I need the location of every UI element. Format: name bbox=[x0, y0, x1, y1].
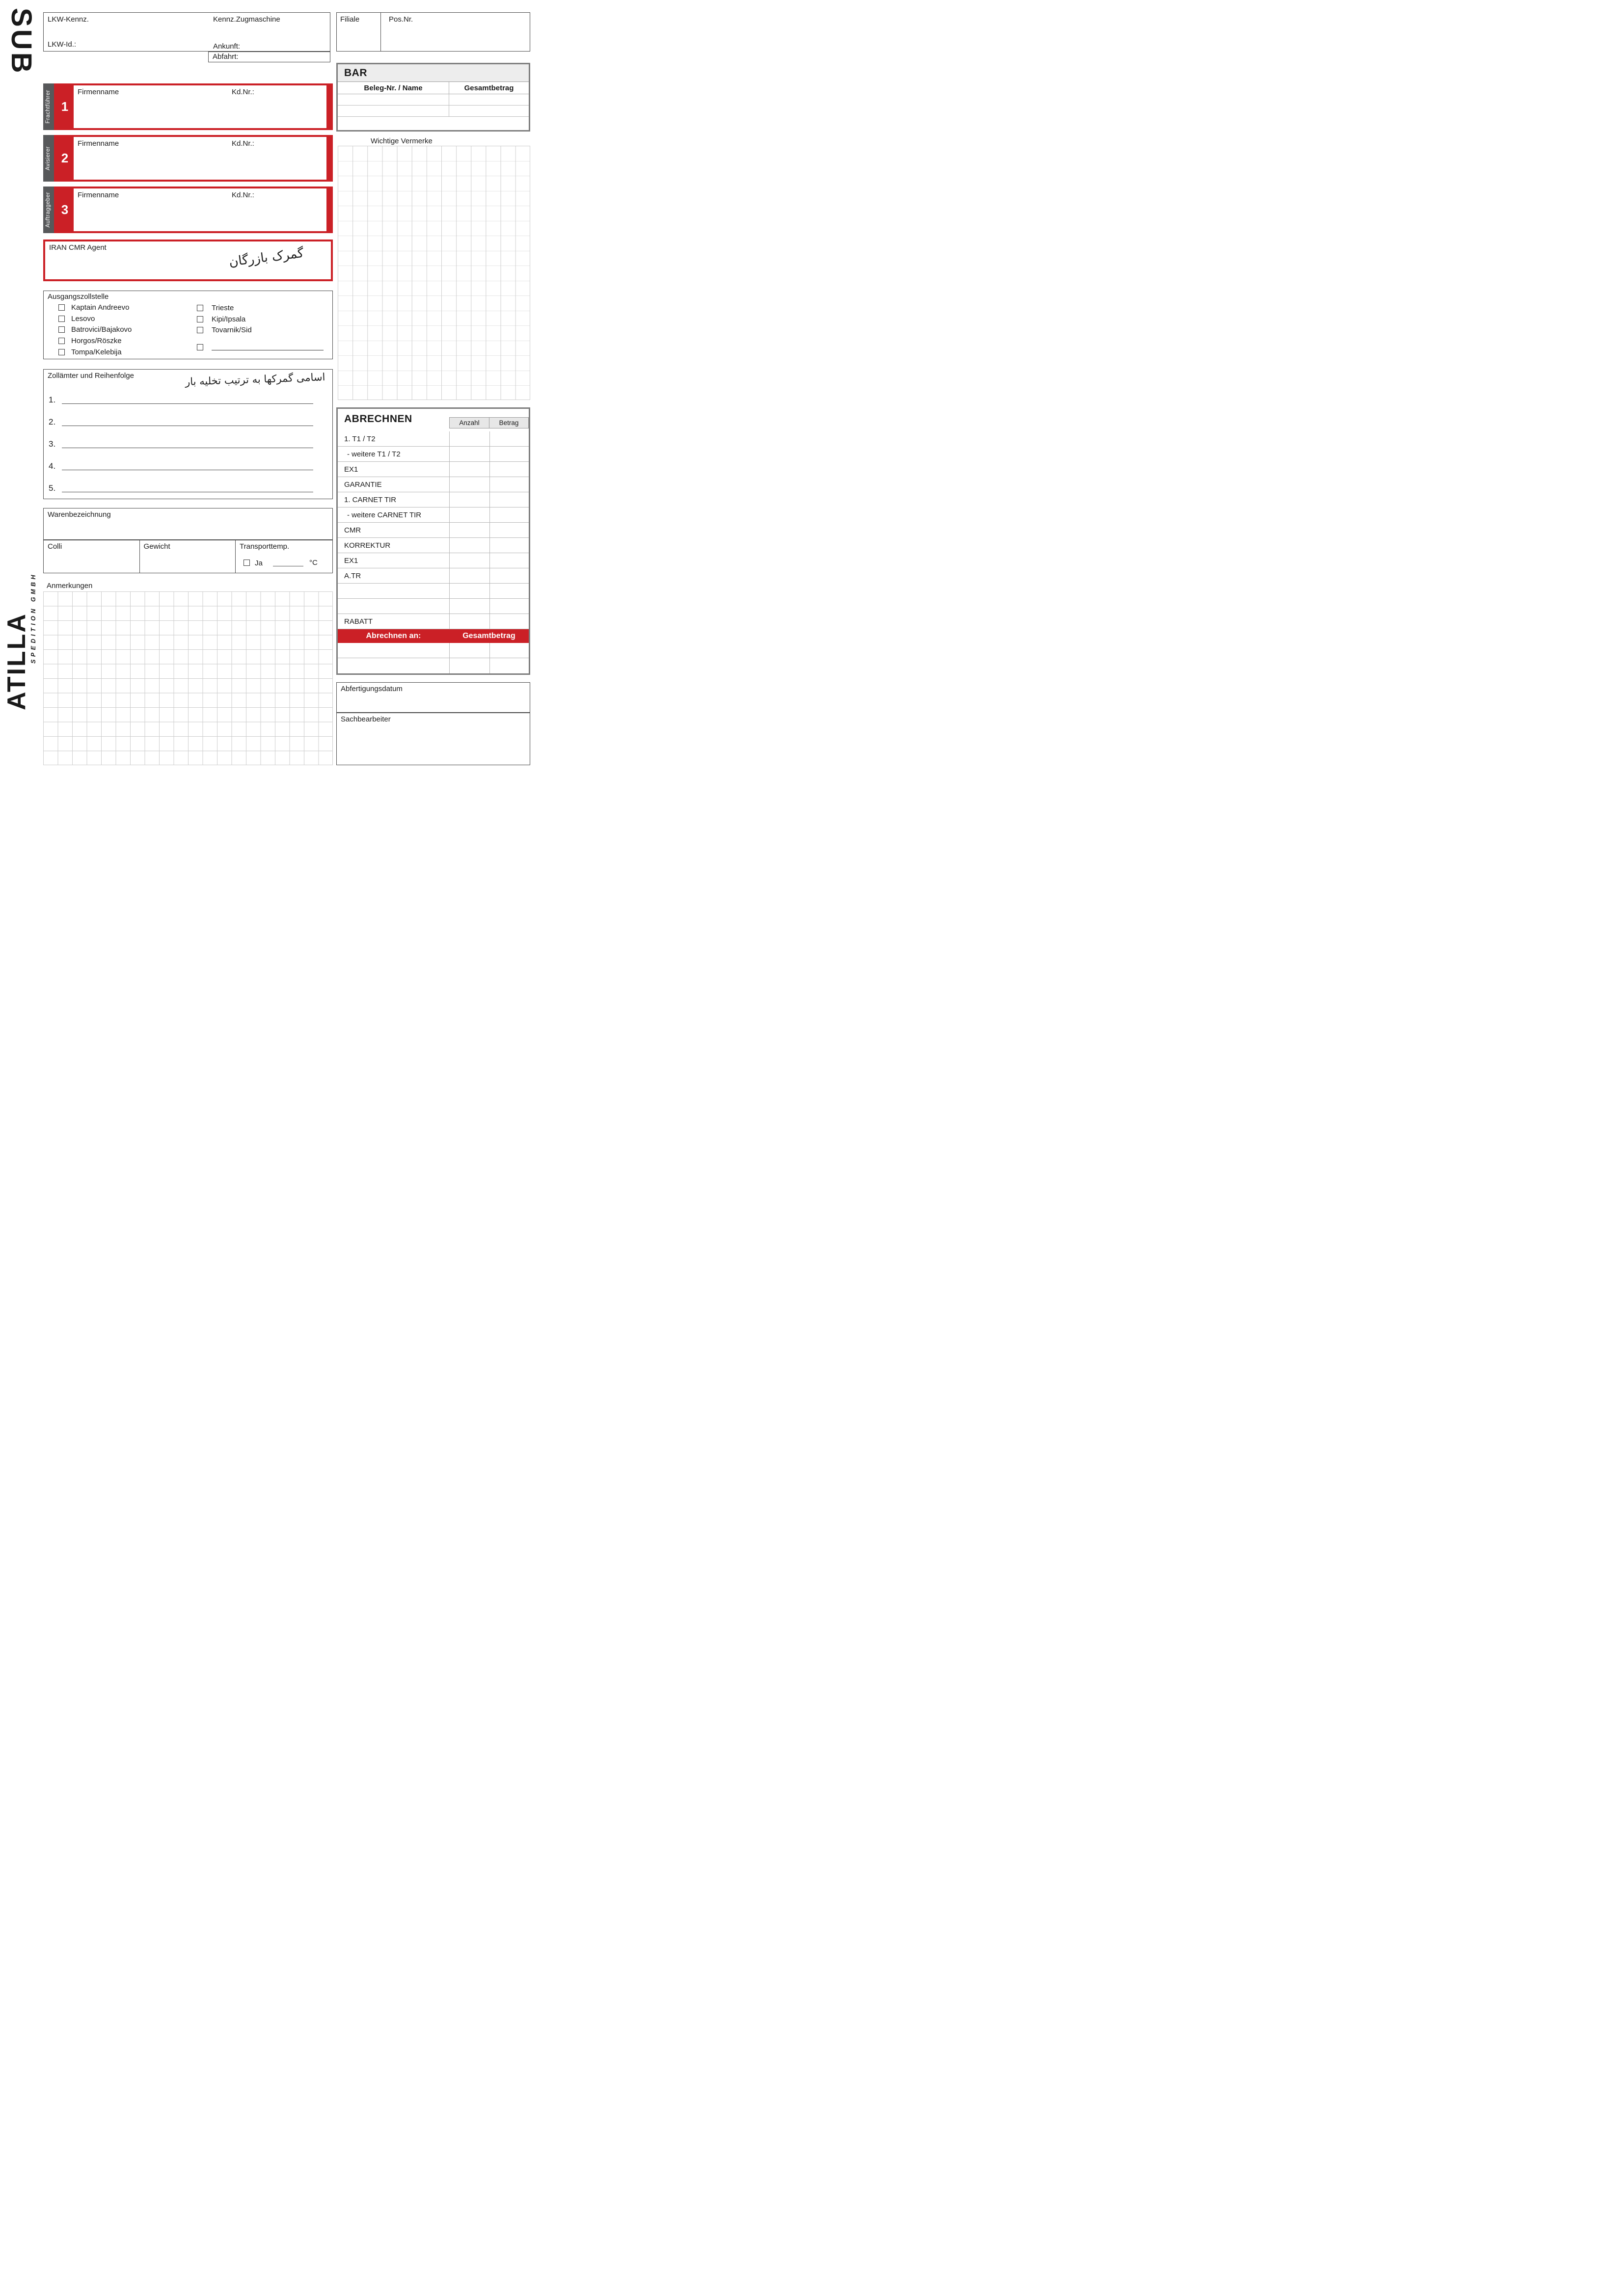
filiale-box[interactable] bbox=[336, 12, 381, 52]
gewicht-box[interactable] bbox=[139, 540, 236, 573]
zollaemter-handwriting: اسامی گمرکها به ترتیب تخلیه بار bbox=[185, 371, 325, 388]
batrovici-bajakovo-label: Batrovici/Bajakovo bbox=[71, 325, 132, 334]
row-label: EX1 bbox=[344, 465, 358, 474]
bar-section bbox=[336, 63, 530, 132]
spedition-gmbh-logo bbox=[30, 538, 37, 664]
abrechnen-row-ex1-2 bbox=[338, 553, 529, 568]
abrechnen-an-label: Abrechnen an: bbox=[366, 632, 421, 640]
betrag-cell[interactable] bbox=[489, 658, 529, 673]
row-label: GARANTIE bbox=[344, 480, 382, 489]
party-1-number: 1 bbox=[56, 85, 74, 128]
transporttemp-box bbox=[235, 540, 333, 573]
zollaemter-line-1[interactable] bbox=[62, 393, 313, 404]
row-label: A.TR bbox=[344, 571, 361, 580]
zollaemter-line-5[interactable] bbox=[62, 481, 313, 492]
gewicht-label: Gewicht bbox=[143, 542, 170, 551]
party-2-avisierer bbox=[43, 135, 333, 182]
iran-cmr-handwriting: گمرک بازرگان bbox=[228, 245, 305, 270]
checkbox-horgos-roeszke[interactable] bbox=[58, 338, 65, 344]
sachbearbeiter-box[interactable] bbox=[336, 713, 530, 765]
abfahrt-box[interactable] bbox=[208, 52, 330, 62]
transporttemp-ja-checkbox[interactable] bbox=[244, 560, 250, 566]
party-2-firmenname-field[interactable] bbox=[74, 137, 326, 180]
zollaemter-number-4: 4. bbox=[49, 461, 56, 471]
abrechnen-row-t1t2 bbox=[338, 431, 529, 447]
bar-header bbox=[338, 64, 529, 82]
abfahrt-label: Abfahrt: bbox=[213, 53, 239, 61]
colli-label: Colli bbox=[48, 542, 62, 551]
zollaemter-number-5: 5. bbox=[49, 483, 56, 493]
row-label: 1. CARNET TIR bbox=[344, 495, 397, 504]
party-1-kdnr-label: Kd.Nr.: bbox=[232, 88, 254, 96]
party-3-firmenname-label: Firmenname bbox=[78, 191, 119, 199]
betrag-cell[interactable] bbox=[489, 553, 529, 568]
checkbox-tovarnik-sid[interactable] bbox=[197, 327, 203, 333]
anzahl-cell[interactable] bbox=[449, 658, 489, 673]
horgos-roeszke-label: Horgos/Röszke bbox=[71, 337, 122, 345]
anzahl-cell[interactable] bbox=[449, 568, 489, 583]
party-2-number: 2 bbox=[56, 137, 74, 180]
party-2-red-strip bbox=[326, 137, 331, 180]
row-label: EX1 bbox=[344, 556, 358, 565]
betrag-cell[interactable] bbox=[489, 643, 529, 658]
anzahl-header: Anzahl bbox=[449, 417, 489, 428]
abrechnen-total-bar bbox=[338, 629, 529, 643]
party-3-number: 3 bbox=[56, 188, 74, 231]
anmerkungen-grid[interactable] bbox=[43, 591, 333, 765]
zollaemter-line-2[interactable] bbox=[62, 415, 313, 426]
abrechnen-row-carnet-tir bbox=[338, 492, 529, 507]
zollaemter-label: Zollämter und Reihenfolge bbox=[48, 372, 134, 380]
betrag-cell[interactable] bbox=[489, 477, 529, 492]
checkbox-batrovici-bajakovo[interactable] bbox=[58, 326, 65, 333]
party-3-kdnr-label: Kd.Nr.: bbox=[232, 191, 254, 199]
party-3-role-label: Auftraggeber bbox=[45, 192, 52, 228]
iran-cmr-agent-box[interactable] bbox=[43, 240, 333, 281]
bar-title: BAR bbox=[344, 67, 367, 79]
wichtige-vermerke-grid[interactable] bbox=[338, 146, 530, 400]
tompa-kelebija-label: Tompa/Kelebija bbox=[71, 348, 122, 356]
betrag-cell[interactable] bbox=[489, 462, 529, 477]
zollaemter-line-3[interactable] bbox=[62, 437, 313, 448]
anzahl-cell[interactable] bbox=[449, 523, 489, 537]
trieste-label: Trieste bbox=[212, 304, 234, 312]
ausgangszollstelle-label: Ausgangszollstelle bbox=[48, 293, 109, 301]
anzahl-cell[interactable] bbox=[449, 431, 489, 446]
zollaemter-number-2: 2. bbox=[49, 417, 56, 427]
lkw-id-label: LKW-Id.: bbox=[48, 40, 77, 49]
abfertigungsdatum-label: Abfertigungsdatum bbox=[341, 685, 403, 693]
abfertigungsdatum-box[interactable] bbox=[336, 682, 530, 713]
party-1-firmenname-label: Firmenname bbox=[78, 88, 119, 96]
beleg-nr-name-header: Beleg-Nr. / Name bbox=[338, 82, 449, 94]
abrechnen-row-korrektur bbox=[338, 538, 529, 553]
anzahl-cell[interactable] bbox=[449, 584, 489, 598]
bar-row[interactable] bbox=[338, 106, 529, 117]
betrag-header: Betrag bbox=[489, 417, 529, 428]
betrag-cell[interactable] bbox=[489, 599, 529, 614]
wichtige-vermerke-label: Wichtige Vermerke bbox=[371, 137, 433, 145]
betrag-cell[interactable] bbox=[489, 431, 529, 446]
transporttemp-unit-label: °C bbox=[309, 559, 318, 567]
gesamtbetrag-label: Gesamtbetrag bbox=[462, 632, 515, 640]
atilla-logo bbox=[4, 582, 29, 710]
betrag-cell[interactable] bbox=[489, 568, 529, 583]
zollaemter-number-3: 3. bbox=[49, 439, 56, 449]
zollaemter-number-1: 1. bbox=[49, 395, 56, 404]
tovarnik-sid-label: Tovarnik/Sid bbox=[212, 326, 252, 334]
abrechnen-rows bbox=[338, 431, 529, 673]
abrechnen-section bbox=[336, 407, 530, 675]
sachbearbeiter-label: Sachbearbeiter bbox=[341, 715, 391, 723]
colli-box[interactable] bbox=[43, 540, 140, 573]
party-2-firmenname-label: Firmenname bbox=[78, 139, 119, 148]
anzahl-cell[interactable] bbox=[449, 492, 489, 507]
anzahl-cell[interactable] bbox=[449, 507, 489, 522]
abrechnen-total-row bbox=[338, 658, 529, 673]
filiale-label: Filiale bbox=[340, 15, 360, 24]
form-page bbox=[0, 0, 541, 765]
row-label: - weitere T1 / T2 bbox=[347, 450, 401, 458]
abrechnen-row-rabatt bbox=[338, 614, 529, 629]
party-1-firmenname-field[interactable] bbox=[74, 85, 326, 128]
party-1-frachtfuehrer bbox=[43, 83, 333, 130]
anmerkungen-label: Anmerkungen bbox=[47, 582, 93, 590]
party-1-red-strip bbox=[326, 85, 331, 128]
party-1-role-label: Frachtführer bbox=[45, 90, 52, 124]
sub-logo-text: SUB bbox=[5, 8, 37, 76]
warenbezeichnung-box[interactable] bbox=[43, 508, 333, 540]
abrechnen-row-garantie bbox=[338, 477, 529, 492]
kaptain-andreevo-label: Kaptain Andreevo bbox=[71, 303, 130, 312]
ausgangszollstelle-box bbox=[43, 291, 333, 359]
anzahl-cell[interactable] bbox=[449, 462, 489, 477]
checkbox-other-zollstelle[interactable] bbox=[197, 344, 203, 350]
truck-header-box[interactable] bbox=[43, 12, 330, 52]
party-3-red-strip bbox=[326, 188, 331, 231]
anzahl-cell[interactable] bbox=[449, 614, 489, 629]
betrag-cell[interactable] bbox=[489, 584, 529, 598]
transporttemp-ja-label: Ja bbox=[255, 559, 263, 567]
transporttemp-value-line[interactable] bbox=[273, 558, 303, 566]
lesovo-label: Lesovo bbox=[71, 315, 95, 323]
checkbox-kaptain-andreevo[interactable] bbox=[58, 304, 65, 311]
lkw-kennz-label: LKW-Kennz. bbox=[48, 15, 89, 24]
party-3-role-bar bbox=[43, 187, 54, 233]
iran-cmr-agent-label: IRAN CMR Agent bbox=[49, 243, 107, 252]
betrag-cell[interactable] bbox=[489, 507, 529, 522]
abrechnen-total-row bbox=[338, 643, 529, 658]
party-3-auftraggeber bbox=[43, 187, 333, 233]
party-3-firmenname-field[interactable] bbox=[74, 188, 326, 231]
spedition-gmbh-text: SPEDITION GMBH bbox=[30, 572, 37, 664]
atilla-text: ATILLA bbox=[2, 613, 31, 710]
row-label: - weitere CARNET TIR bbox=[347, 510, 422, 519]
party-1-role-bar bbox=[43, 83, 54, 130]
abrechnen-title: ABRECHNEN bbox=[344, 413, 412, 425]
betrag-cell[interactable] bbox=[489, 523, 529, 537]
abrechnen-row-weitere-t1t2 bbox=[338, 447, 529, 462]
anzahl-cell[interactable] bbox=[449, 538, 489, 553]
row-label: RABATT bbox=[344, 617, 373, 626]
checkbox-lesovo[interactable] bbox=[58, 316, 65, 322]
other-zollstelle-line[interactable] bbox=[212, 343, 324, 350]
zollaemter-box bbox=[43, 369, 333, 499]
warenbezeichnung-label: Warenbezeichnung bbox=[48, 510, 111, 519]
party-2-role-label: Avisierer bbox=[45, 146, 52, 171]
kipi-ipsala-label: Kipi/Ipsala bbox=[212, 315, 246, 323]
zollaemter-line-4[interactable] bbox=[62, 459, 313, 470]
checkbox-kipi-ipsala[interactable] bbox=[197, 316, 203, 322]
row-label: KORREKTUR bbox=[344, 541, 391, 550]
gesamtbetrag-header: Gesamtbetrag bbox=[464, 83, 514, 92]
bar-column-headers bbox=[338, 82, 529, 94]
transporttemp-label: Transporttemp. bbox=[240, 542, 290, 551]
checkbox-trieste[interactable] bbox=[197, 305, 203, 311]
row-label: CMR bbox=[344, 526, 361, 534]
anzahl-cell[interactable] bbox=[449, 553, 489, 568]
anzahl-cell[interactable] bbox=[449, 599, 489, 614]
betrag-cell[interactable] bbox=[489, 447, 529, 461]
pos-nr-box[interactable] bbox=[380, 12, 530, 52]
bar-row[interactable] bbox=[338, 94, 529, 106]
ankunft-label: Ankunft: bbox=[213, 42, 241, 51]
betrag-cell[interactable] bbox=[489, 492, 529, 507]
party-2-kdnr-label: Kd.Nr.: bbox=[232, 139, 254, 148]
sub-logo bbox=[7, 8, 35, 104]
row-label: 1. T1 / T2 bbox=[344, 434, 376, 443]
anzahl-cell[interactable] bbox=[449, 447, 489, 461]
party-2-role-bar bbox=[43, 135, 54, 182]
abrechnen-row-empty bbox=[338, 599, 529, 614]
betrag-cell[interactable] bbox=[489, 538, 529, 553]
anzahl-cell[interactable] bbox=[449, 643, 489, 658]
kennz-zugmaschine-label: Kennz.Zugmaschine bbox=[213, 15, 280, 24]
pos-nr-label: Pos.Nr. bbox=[389, 15, 413, 24]
abrechnen-row-atr bbox=[338, 568, 529, 584]
betrag-cell[interactable] bbox=[489, 614, 529, 629]
abrechnen-row-ex1 bbox=[338, 462, 529, 477]
abrechnen-row-empty bbox=[338, 584, 529, 599]
abrechnen-row-weitere-carnet-tir bbox=[338, 507, 529, 523]
checkbox-tompa-kelebija[interactable] bbox=[58, 349, 65, 355]
abrechnen-row-cmr bbox=[338, 523, 529, 538]
anzahl-cell[interactable] bbox=[449, 477, 489, 492]
